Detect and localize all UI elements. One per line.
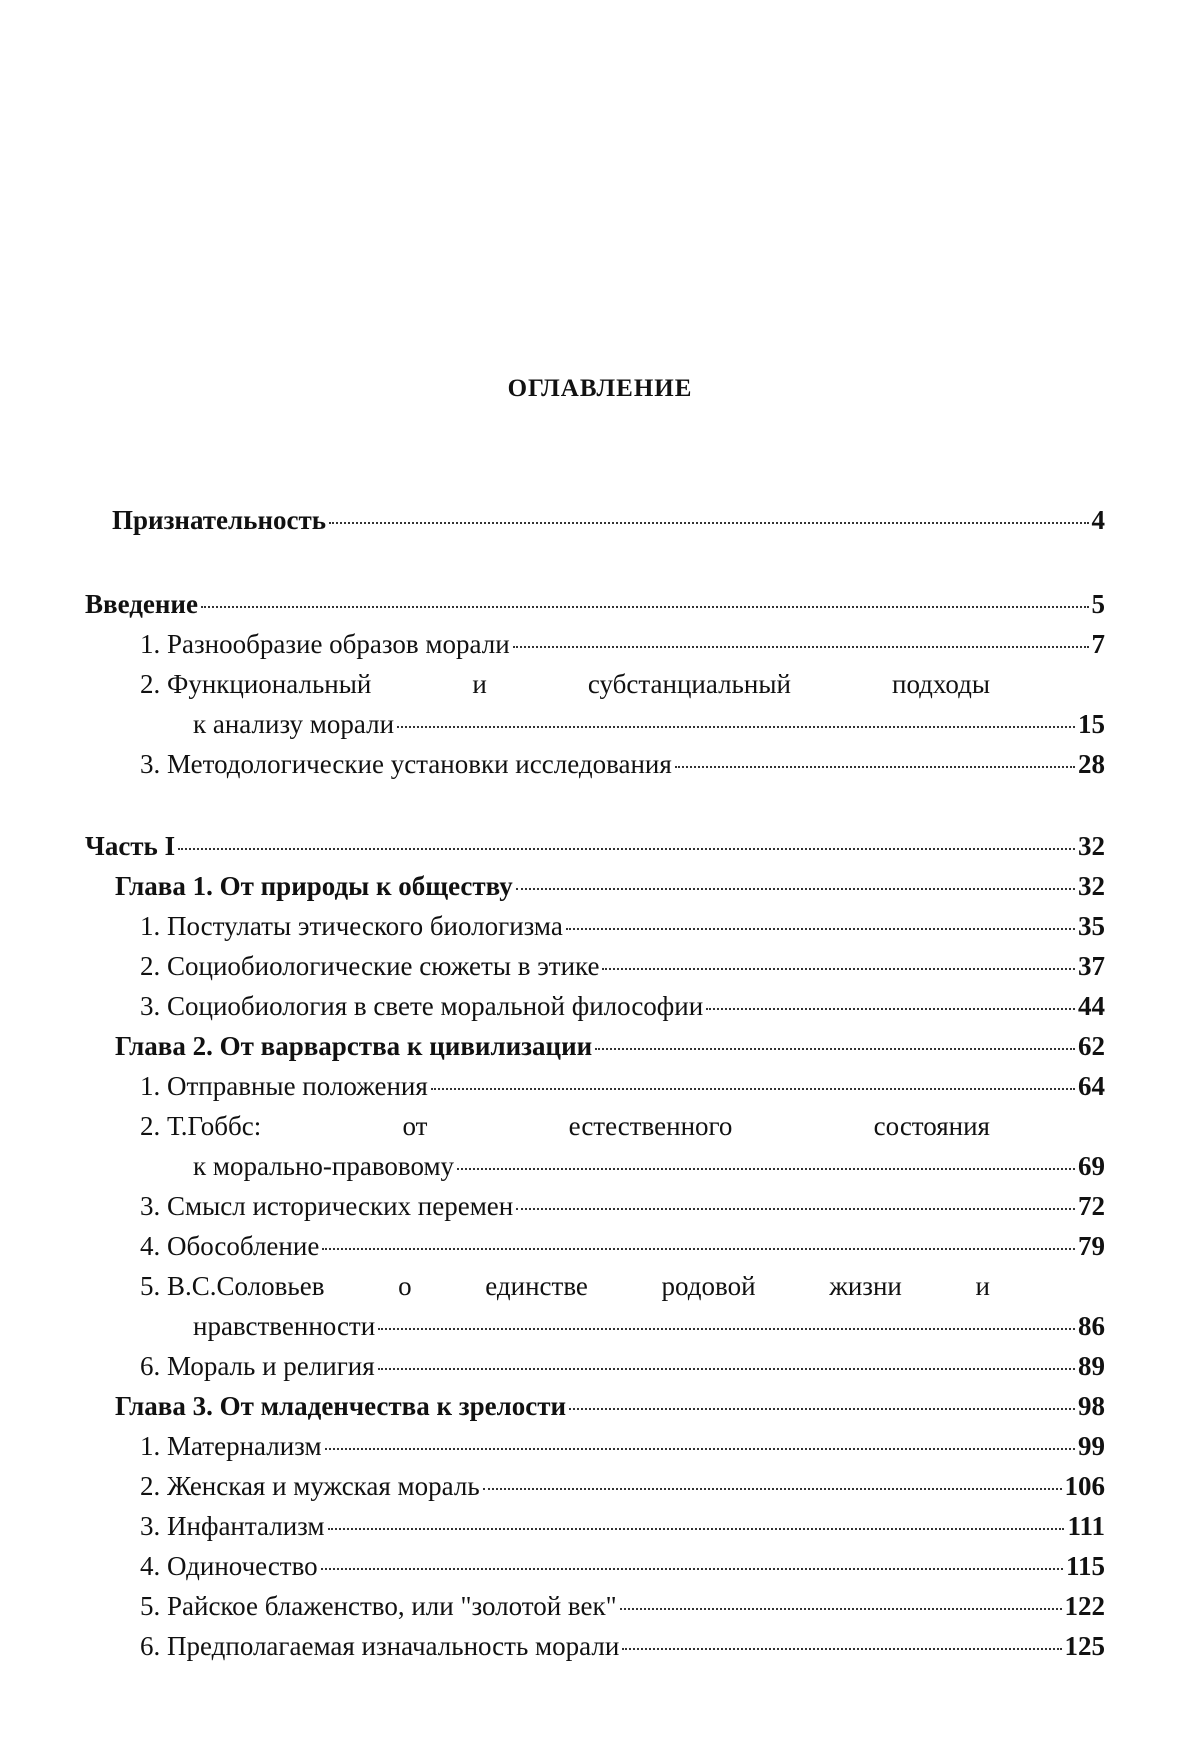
dot-leader: [602, 968, 1075, 970]
toc-page-number: 35: [1078, 911, 1105, 941]
toc-entry-ch1-1[interactable]: [85, 906, 1105, 946]
toc-page-number: 37: [1078, 951, 1105, 981]
toc-entry-intro-2-line1[interactable]: [85, 664, 1105, 704]
toc-page-number: 32: [1078, 831, 1105, 861]
toc-entry-ch3-4[interactable]: [85, 1546, 1105, 1586]
toc-entry-ch1-2[interactable]: [85, 946, 1105, 986]
toc-entry-intro-1[interactable]: [85, 624, 1105, 664]
toc-entry-label: 1. Постулаты этического биологизма: [140, 911, 563, 941]
toc-entry-ch2-2-line1[interactable]: [85, 1106, 1105, 1146]
toc-entry-ch2-6[interactable]: [85, 1346, 1105, 1386]
toc-entry-word: состояния: [873, 1111, 990, 1141]
toc-page-number: 115: [1065, 1551, 1105, 1581]
toc-page-number: 7: [1091, 629, 1105, 659]
toc-page-number: 15: [1078, 709, 1105, 739]
toc-entry-word: 2. Функциональный: [140, 669, 372, 699]
toc-page-number: 106: [1064, 1471, 1105, 1501]
toc-page-number: 79: [1078, 1231, 1105, 1261]
toc-entry-ch2-4[interactable]: [85, 1226, 1105, 1266]
toc-entry-ch3-2[interactable]: [85, 1466, 1105, 1506]
toc-entry-label: 1. Матернализм: [140, 1431, 322, 1461]
toc-entry-label: к морально-правовому: [193, 1151, 455, 1181]
page-title: ОГЛАВЛЕНИЕ: [507, 375, 693, 402]
toc-entry-label: Признательность: [112, 505, 327, 535]
toc-entry-label: 1. Разнообразие образов морали: [140, 629, 510, 659]
dot-leader: [378, 1368, 1075, 1370]
toc-page-number: 99: [1078, 1431, 1105, 1461]
toc-entry-label: 3. Методологические установки исследования: [140, 749, 672, 779]
toc-entry-label: 1. Отправные положения: [140, 1071, 428, 1101]
toc-page-number: 32: [1078, 871, 1105, 901]
toc-page-number: 89: [1078, 1351, 1105, 1381]
toc-entry-word: 5. В.С.Соловьев: [140, 1271, 325, 1301]
toc-entry-label: 6. Предполагаемая изначальность морали: [140, 1631, 620, 1661]
dot-leader: [513, 646, 1089, 648]
dot-leader: [566, 928, 1075, 930]
dot-leader: [378, 1328, 1075, 1330]
toc-entry-word: естественного: [568, 1111, 733, 1141]
dot-leader: [329, 522, 1088, 524]
toc-page-number: 28: [1078, 749, 1105, 779]
toc-entry-word: подходы: [892, 669, 990, 699]
toc-entry-word: о: [398, 1271, 412, 1301]
dot-leader: [178, 848, 1075, 850]
dot-leader: [675, 766, 1075, 768]
toc-page-number: 44: [1078, 991, 1105, 1021]
toc-entry-chapter2[interactable]: [85, 1026, 1105, 1066]
table-of-contents: [85, 500, 1105, 1666]
toc-entry-label: 6. Мораль и религия: [140, 1351, 375, 1381]
toc-entry-label: 3. Смысл исторических перемен: [140, 1191, 514, 1221]
dot-leader: [328, 1528, 1065, 1530]
toc-entry-label: нравственности: [193, 1311, 376, 1341]
toc-entry-label: Глава 2. От варварства к цивилизации: [115, 1031, 593, 1061]
toc-entry-word: родовой: [661, 1271, 756, 1301]
toc-entry-ch2-5-line1[interactable]: [85, 1266, 1105, 1306]
toc-entry-ch3-3[interactable]: [85, 1506, 1105, 1546]
toc-entry-label: 2. Социобиологические сюжеты в этике: [140, 951, 600, 981]
toc-page-number: 86: [1078, 1311, 1105, 1341]
toc-entry-ch2-1[interactable]: [85, 1066, 1105, 1106]
toc-entry-ch2-3[interactable]: [85, 1186, 1105, 1226]
dot-leader: [457, 1168, 1075, 1170]
toc-entry-word: от: [402, 1111, 428, 1141]
dot-leader: [483, 1488, 1062, 1490]
toc-entry-label: Глава 3. От младенчества к зрелости: [115, 1391, 567, 1421]
toc-page-number: 72: [1078, 1191, 1105, 1221]
toc-page-number: 125: [1064, 1631, 1105, 1661]
toc-entry-chapter1[interactable]: [85, 866, 1105, 906]
toc-page-number: 64: [1078, 1071, 1105, 1101]
dot-leader: [322, 1248, 1075, 1250]
dot-leader: [569, 1408, 1075, 1410]
toc-entry-label: 3. Инфантализм: [140, 1511, 325, 1541]
toc-entry-label: к анализу морали: [193, 709, 395, 739]
toc-entry-word: жизни: [829, 1271, 902, 1301]
toc-entry-ch1-3[interactable]: [85, 986, 1105, 1026]
dot-leader: [325, 1448, 1075, 1450]
toc-page-number: 111: [1067, 1511, 1105, 1541]
toc-entry-label: Часть I: [85, 831, 176, 861]
dot-leader: [595, 1048, 1075, 1050]
toc-entry-word: субстанциальный: [587, 669, 791, 699]
toc-page-number: 4: [1091, 505, 1105, 535]
dot-leader: [321, 1568, 1063, 1570]
toc-entry-acknowledgements[interactable]: [85, 500, 1105, 540]
toc-entry-label: 4. Одиночество: [140, 1551, 318, 1581]
toc-entry-word: и: [975, 1271, 990, 1301]
toc-entry-word: 2. Т.Гоббс:: [140, 1111, 262, 1141]
toc-page-number: 69: [1078, 1151, 1105, 1181]
toc-entry-label: 3. Социобиология в свете моральной философии: [140, 991, 704, 1021]
dot-leader: [201, 606, 1089, 608]
toc-page-number: 98: [1078, 1391, 1105, 1421]
dot-leader: [706, 1008, 1075, 1010]
dot-leader: [516, 1208, 1075, 1210]
toc-entry-ch3-1[interactable]: [85, 1426, 1105, 1466]
toc-entry-intro-3[interactable]: [85, 744, 1105, 784]
toc-entry-ch2-2-line2[interactable]: [85, 1146, 1105, 1186]
dot-leader: [431, 1088, 1075, 1090]
dot-leader: [397, 726, 1075, 728]
toc-entry-label: 2. Женская и мужская мораль: [140, 1471, 480, 1501]
toc-page-number: 62: [1078, 1031, 1105, 1061]
toc-entry-label: Глава 1. От природы к обществу: [115, 871, 513, 901]
toc-page-number: 5: [1091, 589, 1105, 619]
toc-entry-intro-2-line2[interactable]: [85, 704, 1105, 744]
toc-entry-label: 4. Обособление: [140, 1231, 320, 1261]
toc-page-number: 122: [1064, 1591, 1105, 1621]
toc-entry-ch3-5[interactable]: [85, 1586, 1105, 1626]
dot-leader: [620, 1608, 1062, 1610]
dot-leader: [622, 1648, 1061, 1650]
toc-entry-ch3-6[interactable]: [85, 1626, 1105, 1666]
toc-entry-ch2-5-line2[interactable]: [85, 1306, 1105, 1346]
toc-entry-part1[interactable]: [85, 826, 1105, 866]
toc-entry-word: единстве: [485, 1271, 588, 1301]
toc-entry-word: и: [472, 669, 487, 699]
dot-leader: [516, 888, 1075, 890]
toc-entry-label: Введение: [85, 589, 198, 619]
toc-entry-intro[interactable]: [85, 584, 1105, 624]
toc-entry-label: 5. Райское блаженство, или "золотой век": [140, 1591, 617, 1621]
toc-entry-chapter3[interactable]: [85, 1386, 1105, 1426]
